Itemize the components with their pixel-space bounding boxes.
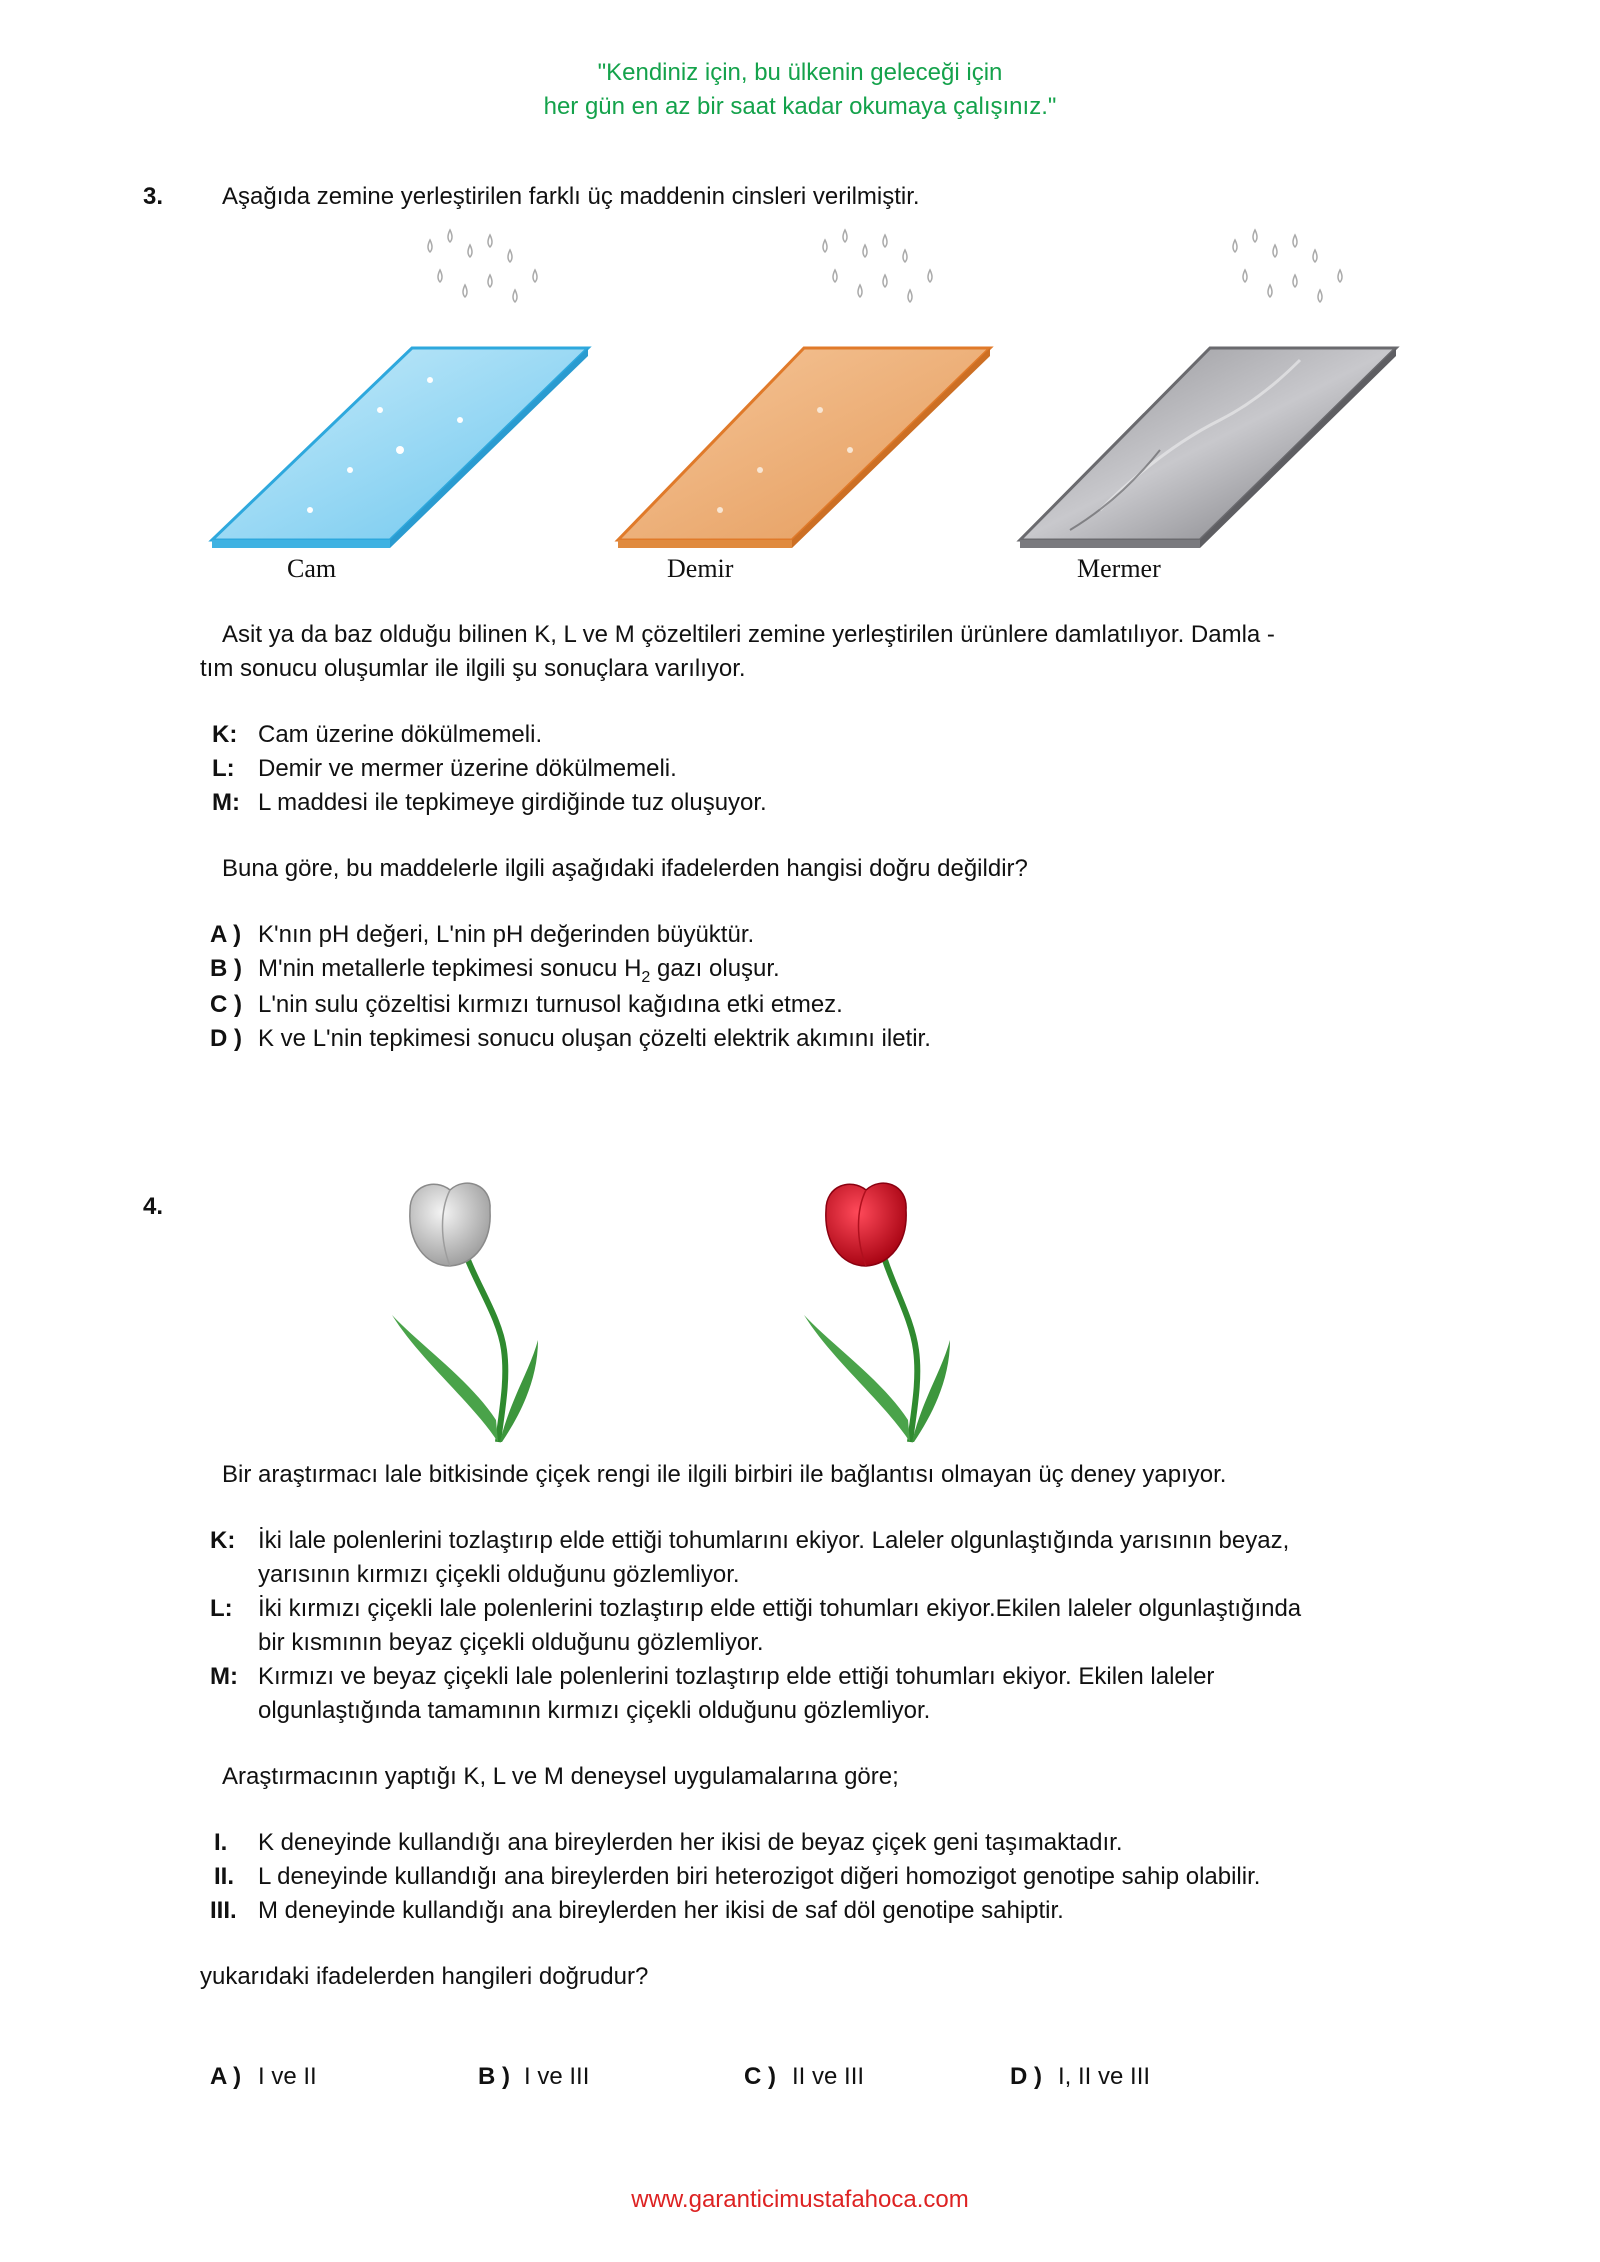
option-text: M'nin metallerle tepkimesi sonucu $H_2$ gazı oluşur. (258, 955, 780, 986)
option-text: II ve III (792, 2063, 865, 2090)
statement-text: L maddesi ile tepkimeye girdiğinde tuz oluşuyor. (258, 789, 767, 816)
claim-text: K deneyinde kullandığı ana bireylerden her ikisi de beyaz çiçek geni taşımaktadır. (258, 1829, 1123, 1856)
white-tulip-image (392, 1183, 538, 1442)
question-3-paragraph-line-2: tım sonucu oluşumlar ile ilgili şu sonuçlara varılıyor. (200, 655, 746, 682)
option-key: B ) (210, 955, 242, 982)
header-quote-line-2: her gün en az bir saat kadar okumaya çalışınız." (543, 93, 1057, 120)
tulips-illustration (380, 1180, 980, 1450)
claim-key: II. (214, 1863, 235, 1890)
option-key: D ) (1010, 2063, 1042, 2090)
question-3-number: 3. (143, 183, 164, 210)
claim-text: M deneyinde kullandığı ana bireylerden her ikisi de saf döl genotipe sahiptir. (258, 1897, 1064, 1924)
experiment-text: İki kırmızı çiçekli lale polenlerini tozlaştırıp elde ettiği tohumları ekiyor.Ekilen laleler olgunlaştığında (258, 1595, 1302, 1622)
option-text: I, II ve III (1058, 2063, 1151, 2090)
option-text: L'nin sulu çözeltisi kırmızı turnusol kağıdına etki etmez. (258, 991, 843, 1018)
experiment-key: M: (210, 1663, 238, 1690)
material-label-iron: Demir (667, 554, 734, 583)
question-3-paragraph-line-1: Asit ya da baz olduğu bilinen K, L ve M çözeltileri zemine yerleştirilen ürünlere damlatılıyor. Damla - (222, 621, 1275, 648)
material-label-glass: Cam (287, 554, 337, 583)
option-key: B ) (478, 2063, 510, 2090)
materials-illustration (200, 210, 1420, 550)
question-4-lead: Araştırmacının yaptığı K, L ve M deneysel uygulamalarına göre; (222, 1763, 899, 1790)
experiment-key: L: (210, 1595, 233, 1622)
option-key: D ) (210, 1025, 242, 1052)
claim-key: I. (214, 1829, 228, 1856)
experiment-text: yarısının kırmızı çiçekli olduğunu gözlemliyor. (258, 1561, 740, 1588)
experiment-text: bir kısmının beyaz çiçekli olduğunu gözlemliyor. (258, 1629, 764, 1656)
option-key: C ) (744, 2063, 776, 2090)
statement-text: Demir ve mermer üzerine dökülmemeli. (258, 755, 677, 782)
claim-key: III. (210, 1897, 237, 1924)
experiment-text: Kırmızı ve beyaz çiçekli lale polenlerini tozlaştırıp elde ettiği tohumları ekiyor. Ekilen laleler (258, 1663, 1215, 1690)
claim-text: L deneyinde kullandığı ana bireylerden biri heterozigot diğeri homozigot genotipe sahip olabilir. (258, 1863, 1261, 1890)
iron-drops-icon (823, 230, 932, 302)
header-quote-line-1: "Kendiniz için, bu ülkenin geleceği için (597, 59, 1003, 86)
material-label-marble: Mermer (1077, 554, 1161, 583)
statement-key: M: (212, 789, 240, 816)
red-tulip-image (804, 1183, 950, 1442)
footer-url[interactable]: www.garanticimustafahoca.com (631, 2186, 969, 2213)
statement-key: K: (212, 721, 238, 748)
question-4-prompt: yukarıdaki ifadelerden hangileri doğrudur? (200, 1963, 649, 1990)
statement-key: L: (212, 755, 235, 782)
marble-drops-icon (1233, 230, 1342, 302)
option-text: I ve II (258, 2063, 317, 2090)
option-text: K ve L'nin tepkimesi sonucu oluşan çözelti elektrik akımını iletir. (258, 1025, 931, 1052)
statement-text: Cam üzerine dökülmemeli. (258, 721, 543, 748)
experiment-key: K: (210, 1527, 236, 1554)
question-4-number: 4. (143, 1193, 164, 1220)
option-key: A ) (210, 921, 242, 948)
question-3-prompt: Buna göre, bu maddelerle ilgili aşağıdaki ifadelerden hangisi doğru değildir? (222, 855, 1028, 882)
option-key: C ) (210, 991, 242, 1018)
glass-drops-icon (428, 230, 537, 302)
glass-plate-image (212, 348, 588, 548)
question-4-intro: Bir araştırmacı lale bitkisinde çiçek rengi ile ilgili birbiri ile bağlantısı olmayan üç deney yapıyor. (222, 1461, 1227, 1488)
option-text: I ve III (524, 2063, 590, 2090)
iron-plate-image (618, 348, 990, 548)
experiment-text: olgunlaştığında tamamının kırmızı çiçekli olduğunu gözlemliyor. (258, 1697, 931, 1724)
question-3-intro: Aşağıda zemine yerleştirilen farklı üç maddenin cinsleri verilmiştir. (222, 183, 920, 210)
experiment-text: İki lale polenlerini tozlaştırıp elde ettiği tohumlarını ekiyor. Laleler olgunlaştığında yarısının beyaz, (258, 1527, 1290, 1554)
option-key: A ) (210, 2063, 242, 2090)
option-text: K'nın pH değeri, L'nin pH değerinden büyüktür. (258, 921, 755, 948)
marble-plate-image (1020, 348, 1396, 548)
